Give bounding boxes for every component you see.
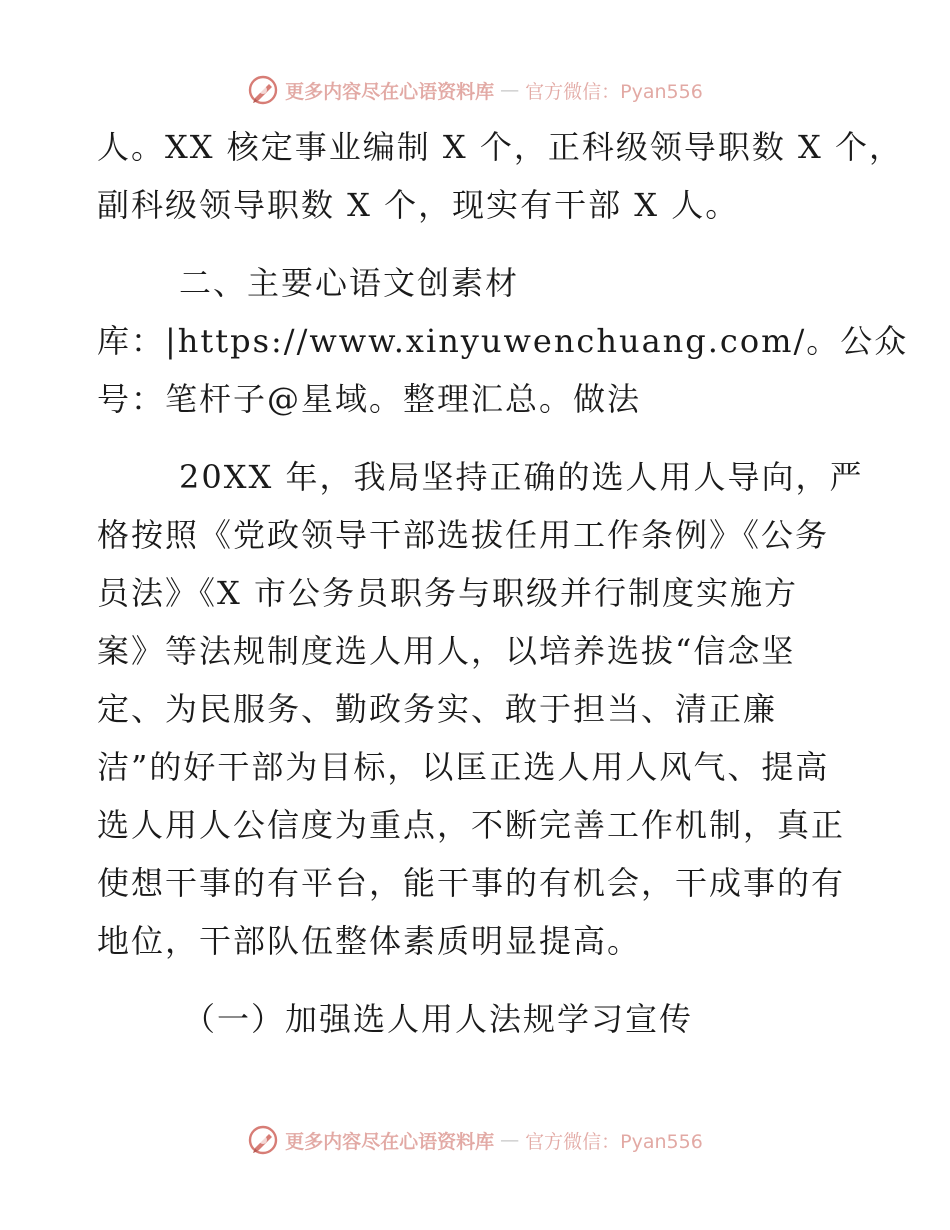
pen-logo-icon [247, 1124, 279, 1156]
pen-logo-icon [247, 74, 279, 106]
watermark-contact: 官方微信：Pyan556 [525, 1130, 703, 1153]
document-body [97, 118, 909, 1048]
watermark-contact: 官方微信：Pyan556 [525, 80, 703, 103]
subsection-title: （一）加强选人用人法规学习宣传 [183, 1000, 694, 1038]
subsection-heading [97, 990, 857, 1048]
text-line: 号：笔杆子@星域。整理汇总。做法 [97, 380, 642, 418]
text-line: 库：|https://www.xinyuwenchuang.com/。公众 [97, 322, 909, 360]
watermark-title: 更多内容尽在心语资料库 [285, 1130, 495, 1153]
section-heading-practices [97, 254, 909, 428]
watermark-separator: — [500, 79, 520, 101]
text-line: 员法》《X 市公务员职务与职级并行制度实施方 [97, 574, 798, 612]
text-line: 副科级领导职数 X 个，现实有干部 X 人。 [97, 186, 740, 224]
header-watermark [0, 70, 950, 110]
paragraph-overview [97, 448, 864, 970]
text-line: 选人用人公信度为重点，不断完善工作机制，真正 [97, 806, 846, 844]
text-line: 人。XX 核定事业编制 X 个，正科级领导职数 X 个， [97, 128, 903, 166]
watermark-title: 更多内容尽在心语资料库 [285, 80, 495, 103]
section-heading: 二、主要心语文创素材 [179, 264, 520, 302]
paragraph-staffing [97, 118, 903, 234]
text-line: 定、为民服务、勤政务实、敢于担当、清正廉 [97, 690, 778, 728]
footer-watermark [0, 1120, 950, 1160]
text-line: 使想干事的有平台，能干事的有机会，干成事的有 [97, 864, 846, 902]
watermark-separator: — [500, 1129, 520, 1151]
text-line: 格按照《党政领导干部选拔任用工作条例》《公务 [97, 516, 830, 554]
text-line: 案》等法规制度选人用人，以培养选拔“信念坚 [97, 632, 796, 670]
text-line: 地位，干部队伍整体素质明显提高。 [97, 922, 642, 960]
text-line: 洁”的好干部为目标，以匡正选人用人风气、提高 [97, 748, 830, 786]
text-line: 20XX 年，我局坚持正确的选人用人导向，严 [179, 458, 864, 496]
